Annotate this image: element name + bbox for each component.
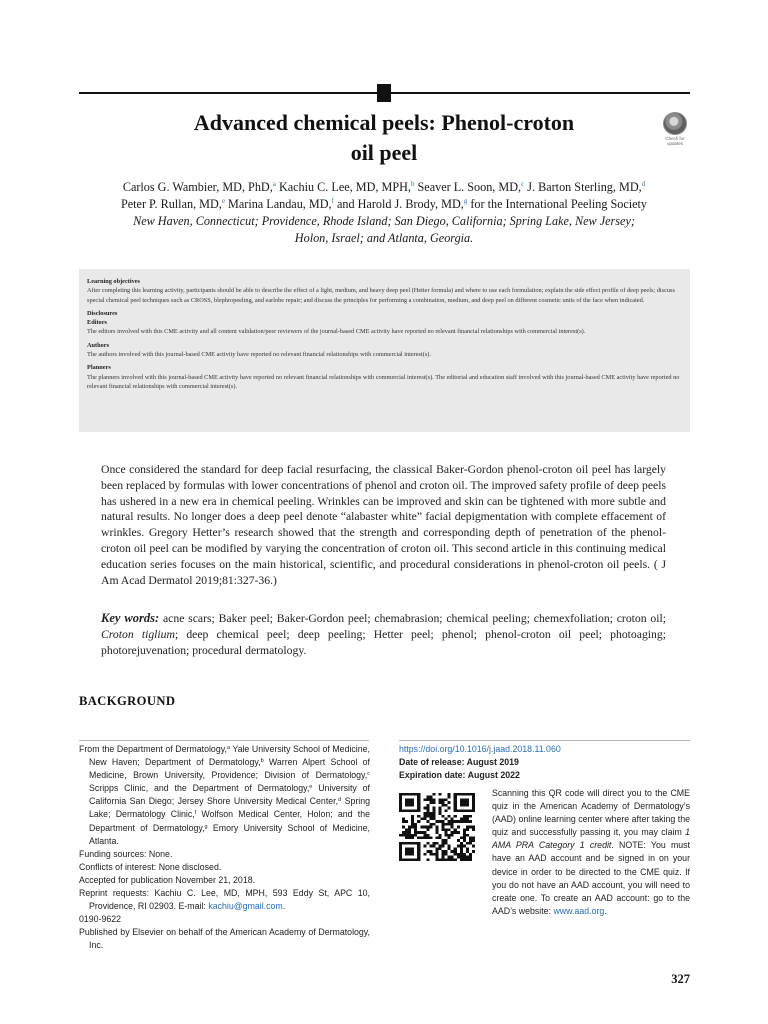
planners-heading: Planners (87, 364, 111, 372)
page-number: 327 (671, 972, 690, 986)
title-line-2: oil peel (350, 140, 418, 165)
editors-heading: Editors (87, 319, 107, 327)
release-date: Date of release: August 2019 (399, 757, 519, 768)
planners-text: The planners involved with this journal-based CME activity have reported no relevant financial relationships with commercial interest(s). The editorial and education staff involved with this journal-based CME activity have reported no relevant financial relationships with commercial interest(s). (87, 373, 680, 390)
department-affiliations: From the Department of Dermatology,$^a$ Yale University School of Medicine, New Haven; Department of Dermatology,$^b$ Warren Alpert School of Medicine, Brown University, Providence; Division of Dermatology,$^c$ Scripps Clinic, and the Department of Dermatology,$^e$ University of California San Diego; Jersey Shore University Medical Center,$^d$ Spring Lake; Dermatology Clinic,$^f$ Wolfson Medical Center, Holon; and the Department of Dermatology,$^g$ Emory University School of Medicine, Atlanta. (79, 744, 371, 846)
expiration-date: Expiration date: August 2022 (399, 770, 520, 781)
author-locations: New Haven, Connecticut; Providence, Rhode Island; San Diego, California; Spring Lake, New Jersey; Holon, Israel; and Atlanta, Georgia. (133, 214, 635, 245)
footnote-divider-left (79, 740, 369, 741)
conflicts-of-interest: Conflicts of interest: None disclosed. (79, 861, 222, 872)
disclosures-heading: Disclosures (87, 309, 118, 317)
cme-info (399, 743, 690, 782)
reprint-requests: Reprint requests: Kachiu C. Lee, MD, MPH, 593 Eddy St, APC 10, Providence, RI 02903. E-mail: kachiu@gmail.com. (79, 888, 370, 912)
title-line-1: Advanced chemical peels: Phenol-croton (193, 110, 575, 135)
authors-text: The authors involved with this journal-based CME activity have reported no relevant financial relationships with commercial interest(s). (87, 351, 431, 359)
publisher-note: Published by Elsevier on behalf of the American Academy of Dermatology, Inc. (79, 927, 370, 951)
check-updates-icon (663, 112, 687, 135)
doi-link[interactable]: https://doi.org/10.1016/j.jaad.2018.11.060 (399, 744, 561, 754)
section-heading-background: BACKGROUND (79, 694, 176, 708)
objectives-heading: Learning objectives (87, 278, 140, 285)
issn: 0190-9622 (79, 914, 122, 925)
keywords-heading: Key words: (101, 611, 160, 625)
top-rule-marker (377, 84, 391, 102)
authors-heading: Authors (87, 341, 110, 349)
cme-learning-box (79, 269, 690, 432)
keywords: Key words: acne scars; Baker peel; Baker-Gordon peel; chemabrasion; chemical peeling; chemexfoliation; croton oil; Croton tiglium; deep chemical peel; deep peeling; Hetter peel; phenol; phenol-croton oil peel; photoaging; photorejuvenation; procedural dermatology. (101, 611, 666, 657)
reprint-email-link[interactable]: kachiu@gmail.com (208, 901, 283, 912)
objectives-text: After completing this learning activity, participants should be able to describe the effect of a light, medium, and heavy deep peel (Hetter formula) and where to use each formulation; explain the side effect profile of deep peels; discuss special chemical peel techniques such as CROSS, blephropeeling, and earlobe repair; and discuss the principles for performing a combination, medium, and deep peel on different cosmetic units of the face when indicated. (87, 287, 675, 304)
qr-instructions: Scanning this QR code will direct you to the CME quiz in the American Academy of Dermatology’s (AAD) online learning center where after taking the quiz and successfully passing it, you may claim 1 AMA PRA Category 1 credit. NOTE: You must have an AAD account and be signed in on your device in order to be directed to the CME quiz. If you do not have an AAD account, you will need to create one. To create an AAD account: go to the AAD’s website: www.aad.org. (492, 788, 691, 916)
authors-line-2: Peter P. Rullan, MD,$^e$ Marina Landau, MD,$^f$ and Harold J. Brody, MD,$^g$ for the International Peeling Society (120, 197, 648, 211)
editors-text: The editors involved with this CME activity and all content validation/peer reviewers of the journal-based CME activity have reported no relevant financial relationships with commercial interest(s). (87, 328, 586, 336)
funding-sources: Funding sources: None. (79, 848, 173, 859)
abstract: Once considered the standard for deep facial resurfacing, the classical Baker-Gordon phenol-croton oil peel has largely been replaced by formulas with lower concentrations of phenol and croton oil. The improved safety profile of deep peels has ushered in a new era in chemical peeling. Wrinkles can be improved and skin can be tightened with more subtle and natural results. No longer does a deep peel denote “alabaster white” facial depigmentation with complete effacement of wrinkles. Gregory Hetter’s research showed that the strength and corresponding depth of penetration of the phenol-croton oil peel can be modified by varying the concentration of croton oil. This second article in this continuing medical education series focuses on the main historical, scientific, and procedural considerations in phenol-croton oil peels. ( J Am Acad Dermatol 2019;81:327-36.) (101, 463, 666, 587)
accepted-date: Accepted for publication November 21, 2018. (79, 874, 256, 885)
check-for-updates-badge[interactable] (658, 112, 692, 146)
aad-website-link[interactable]: www.aad.org (553, 905, 605, 916)
author-list (80, 179, 688, 247)
affiliation-footnotes (79, 743, 370, 953)
footnote-divider-right (399, 740, 690, 741)
article-title (110, 108, 658, 168)
badge-label: Check for updates (665, 136, 685, 146)
authors-line-1: Carlos G. Wambier, MD, PhD,$^a$ Kachiu C. Lee, MD, MPH,$^b$ Seaver L. Soon, MD,$^c$ J. Barton Sterling, MD,$^d$ (122, 180, 646, 194)
qr-code-icon[interactable] (399, 793, 475, 861)
